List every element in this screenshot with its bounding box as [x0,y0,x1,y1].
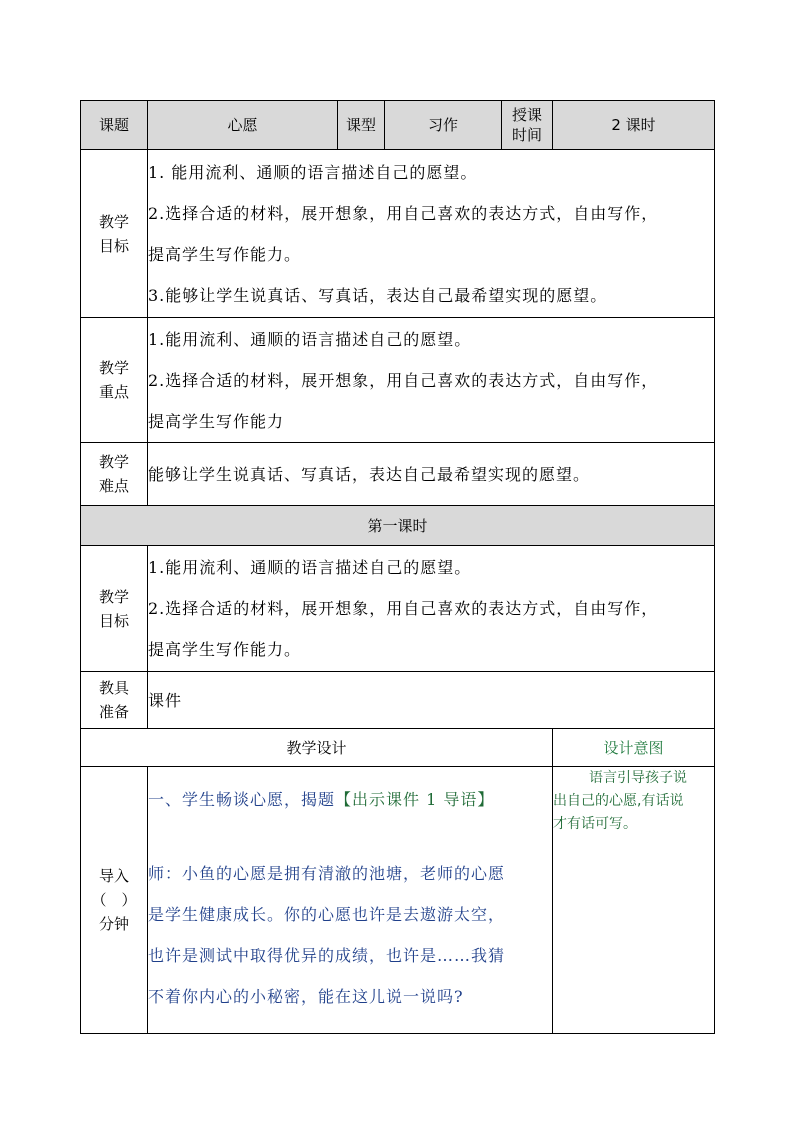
step-title [148,787,552,813]
intent-content [553,767,715,1034]
intro-label [81,767,148,1034]
teacher-line: 不着你内心的小秘密，能在这儿说一说吗? [148,987,464,1006]
intro-label-line3: 分钟 [98,915,129,933]
step-title-note: 【出示课件 1 导语】 [335,790,495,809]
time-label-line2: 时间 [511,126,542,144]
keypoints-item: 2.选择合适的材料，展开想象，用自己喜欢的表达方式，自由写作， [148,370,659,390]
tools-label [81,672,148,729]
lesson1-title: 第一课时 [81,506,715,546]
intent-line: 出自己的心愿,有话说 [553,793,684,809]
type-value: 习作 [385,101,502,150]
time-label [502,101,553,150]
goals-item: 提高学生写作能力。 [148,244,302,264]
lesson1-goals-item: 提高学生写作能力。 [148,640,302,659]
tools-content [148,672,715,729]
intent-header: 设计意图 [553,729,715,767]
keypoints-content [148,318,715,443]
intro-label-line2: （ ） [91,891,137,909]
keypoints-item: 提高学生写作能力 [148,411,285,431]
lesson1-goals-label [81,546,148,672]
keypoints-label [81,318,148,443]
goals-label-line1: 教学 [98,212,129,231]
time-value: 2 课时 [553,101,715,150]
difficulties-label [81,443,148,506]
teacher-line: 师：小鱼的心愿是拥有清澈的池塘，老师的心愿 [148,864,506,883]
lesson1-goals-label-line2: 目标 [98,611,129,630]
intro-label-line1: 导入 [98,867,129,885]
goals-content [148,150,715,318]
intent-line: 才有话可写。 [553,816,637,832]
keypoints-item: 1.能用流利、通顺的语言描述自己的愿望。 [148,329,472,349]
keypoints-label-line1: 教学 [98,359,129,377]
lesson1-goals-label-line1: 教学 [98,587,129,606]
type-label: 课型 [338,101,385,150]
tools-value: 课件 [148,690,183,710]
intent-line: 语言引导孩子说 [589,770,687,786]
goals-label-line2: 目标 [98,236,129,255]
topic-label: 课题 [81,101,148,150]
difficulties-label-line1: 教学 [98,453,129,471]
topic-value: 心愿 [148,101,338,150]
lesson1-goals-content [148,546,715,672]
design-header: 教学设计 [81,729,553,767]
difficulties-text: 能够让学生说真话、写真话，表达自己最希望实现的愿望。 [148,464,591,484]
goals-item: 2.选择合适的材料，展开想象，用自己喜欢的表达方式，自由写作， [148,203,659,223]
tools-label-line1: 教具 [98,679,129,697]
teacher-line: 也许是测试中取得优异的成绩，也许是……我猜 [148,946,506,965]
teacher-line: 是学生健康成长。你的心愿也许是去遨游太空， [148,905,506,924]
goals-item: 1. 能用流利、通顺的语言描述自己的愿望。 [148,162,478,182]
lesson1-goals-item: 1.能用流利、通顺的语言描述自己的愿望。 [148,558,472,577]
difficulties-content [148,443,715,506]
step-title-main: 一、学生畅谈心愿，揭题 [148,790,336,809]
difficulties-label-line2: 难点 [98,477,129,495]
goals-item: 3.能够让学生说真话、写真话，表达自己最希望实现的愿望。 [148,285,608,305]
lesson1-goals-item: 2.选择合适的材料，展开想象，用自己喜欢的表达方式，自由写作， [148,599,659,618]
keypoints-label-line2: 重点 [98,383,129,401]
intro-content [148,767,553,1034]
tools-label-line2: 准备 [98,703,129,721]
lesson-plan-table [80,100,715,1034]
time-label-line1: 授课 [511,106,542,124]
goals-label [81,150,148,318]
